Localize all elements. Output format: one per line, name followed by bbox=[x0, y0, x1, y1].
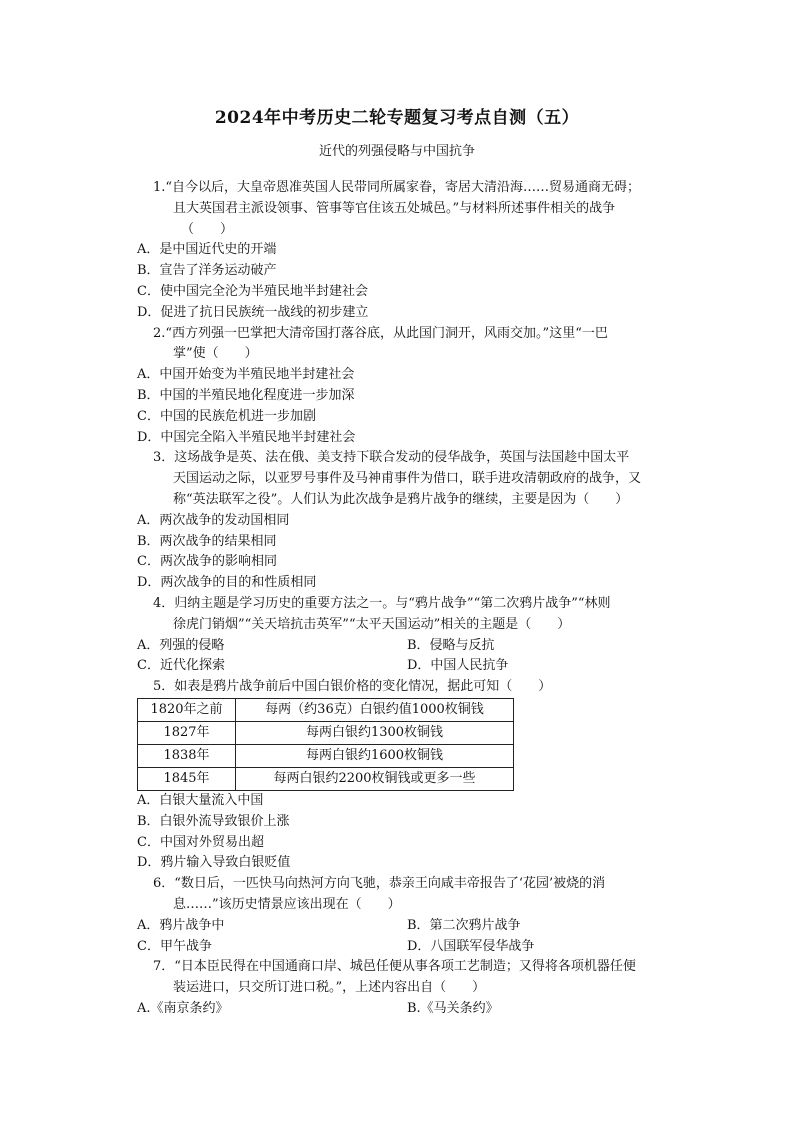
question-2-option-a: A．中国开始变为半殖民地半封建社会 bbox=[137, 367, 355, 383]
question-3-option-d: D．两次战争的目的和性质相同 bbox=[137, 575, 317, 591]
table-row bbox=[138, 698, 514, 721]
stem-line: 6．“数日后，一匹快马向热河方向飞驰，恭亲王向咸丰帝报告了‘花园’被烧的消 bbox=[153, 876, 606, 892]
question-4-option-d: D．中国人民抗争 bbox=[407, 658, 509, 674]
question-4-option-a: A．列强的侵略 bbox=[137, 637, 225, 653]
question-3-option-c: C．两次战争的影响相同 bbox=[137, 554, 277, 570]
question-6-option-b: B．第二次鸦片战争 bbox=[407, 917, 521, 933]
table-cell-price: 每两白银约2200枚铜钱或更多一些 bbox=[236, 767, 514, 790]
question-6-options-row-1 bbox=[137, 916, 677, 937]
stem-line: 5．如表是鸦片战争前后中国白银价格的变化情况，据此可知（ ） bbox=[153, 679, 552, 695]
question-5-option-a: A．白银大量流入中国 bbox=[137, 792, 264, 808]
question-7-options-row-1 bbox=[137, 999, 677, 1020]
table-cell-price: 每两（约36克）白银约值1000枚铜钱 bbox=[236, 698, 514, 721]
question-6-stem bbox=[137, 874, 677, 916]
stem-line: （ ） bbox=[181, 221, 234, 237]
question-3-option-b: B．两次战争的结果相同 bbox=[137, 533, 277, 549]
stem-line: 息……”该历史情景应该出现在（ ） bbox=[173, 896, 401, 912]
question-3-stem bbox=[137, 448, 677, 510]
question-2-option-c: C．中国的民族危机进一步加剧 bbox=[137, 408, 316, 424]
question-4-option-b: B．侵略与反抗 bbox=[407, 637, 495, 653]
question-6-option-c: C．甲午战争 bbox=[137, 938, 212, 954]
question-7-stem bbox=[137, 957, 677, 999]
silver-price-table bbox=[137, 698, 514, 791]
stem-line: 天国运动之际，以亚罗号事件及马神甫事件为借口，联手进攻清朝政府的战争，又 bbox=[173, 471, 642, 487]
question-6-options-row-2 bbox=[137, 937, 677, 958]
stem-line: 4．归纳主题是学习历史的重要方法之一。与“鸦片战争”“第二次鸦片战争”“林则 bbox=[153, 595, 611, 611]
question-5-option-b: B．白银外流导致银价上涨 bbox=[137, 813, 290, 829]
question-6-option-a: A．鸦片战争中 bbox=[137, 917, 225, 933]
stem-line: 装运进口，只交所订进口税。”，上述内容出自（ ） bbox=[173, 980, 486, 996]
table-cell-year: 1838年 bbox=[138, 744, 236, 767]
stem-line: 1.“自今以后，大皇帝恩准英国人民带同所属家眷，寄居大清沿海……贸易通商无碍； bbox=[153, 180, 641, 195]
table-row bbox=[138, 767, 514, 790]
table-cell-year: 1845年 bbox=[138, 767, 236, 790]
question-1-option-b: B．宣告了洋务运动破产 bbox=[137, 263, 277, 279]
question-1-option-a: A．是中国近代史的开端 bbox=[137, 242, 277, 258]
stem-line: 3．这场战争是英、法在俄、美支持下联合发动的侵华战争，英国与法国趁中国太平 bbox=[153, 450, 630, 466]
question-7-option-b: B.《马关条约》 bbox=[407, 1000, 499, 1016]
question-4-options-row-2 bbox=[137, 656, 677, 677]
page-title: 2024年中考历史二轮专题复习考点自测（五） bbox=[214, 108, 580, 128]
stem-line: 称“英法联军之役”。人们认为此次战争是鸦片战争的继续，主要是因为（ ） bbox=[173, 491, 629, 507]
question-1-stem bbox=[137, 178, 677, 240]
stem-line: 2.“西方列强一巴掌把大清帝国打落谷底，从此国门洞开，风雨交加。”这里“一巴 bbox=[153, 325, 608, 341]
stem-line: 且大英国君主派设领事、管事等官住该五处城邑。”与材料所述事件相关的战争 bbox=[173, 200, 616, 216]
question-4-option-c: C．近代化探索 bbox=[137, 658, 225, 674]
question-3-option-a: A．两次战争的发动国相同 bbox=[137, 512, 290, 528]
table-cell-price: 每两白银约1600枚铜钱 bbox=[236, 744, 514, 767]
question-6-option-d: D．八国联军侵华战争 bbox=[407, 938, 535, 954]
table-cell-year: 1820年之前 bbox=[138, 698, 236, 721]
question-2-option-d: D．中国完全陷入半殖民地半封建社会 bbox=[137, 429, 356, 445]
question-1-option-d: D．促进了抗日民族统一战线的初步建立 bbox=[137, 304, 369, 320]
question-2-option-b: B．中国的半殖民地化程度进一步加深 bbox=[137, 387, 355, 403]
stem-line: 徐虎门销烟”“关天培抗击英军”“太平天国运动”相关的主题是（ ） bbox=[173, 616, 571, 632]
question-2-stem bbox=[137, 324, 677, 366]
question-list bbox=[137, 178, 677, 1020]
question-5-stem bbox=[137, 677, 677, 698]
page-subtitle: 近代的列强侵略与中国抗争 bbox=[318, 144, 475, 159]
table-cell-price: 每两白银约1300枚铜钱 bbox=[236, 721, 514, 744]
stem-line: 掌”使（ ） bbox=[173, 346, 258, 362]
question-4-options-row-1 bbox=[137, 636, 677, 657]
question-1-option-c: C．使中国完全沦为半殖民地半封建社会 bbox=[137, 283, 368, 299]
question-5-option-d: D．鸦片输入导致白银贬值 bbox=[137, 855, 291, 871]
table-cell-year: 1827年 bbox=[138, 721, 236, 744]
question-7-option-a: A.《南京条约》 bbox=[137, 1000, 229, 1016]
table-row bbox=[138, 744, 514, 767]
question-5-option-c: C．中国对外贸易出超 bbox=[137, 834, 264, 850]
table-row bbox=[138, 721, 514, 744]
question-4-stem bbox=[137, 594, 677, 636]
stem-line: 7．“日本臣民得在中国通商口岸、城邑任便从事各项工艺制造；又得将各项机器任便 bbox=[153, 959, 636, 975]
